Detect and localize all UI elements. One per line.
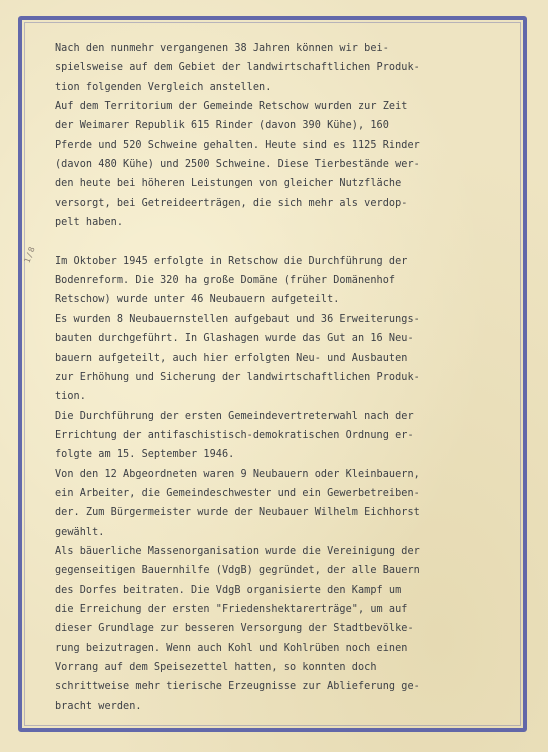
text-line: Im Oktober 1945 erfolgte in Retschow die Durchführung der — [55, 255, 408, 267]
text-line: Bodenreform. Die 320 ha große Domäne (früher Domänenhof — [55, 275, 396, 287]
text-line: Auf dem Territorium der Gemeinde Retschow wurden zur Zeit — [55, 101, 408, 113]
text-line: der Weimarer Republik 615 Rinder (davon 390 Kühe), 160 — [55, 120, 389, 132]
text-line: Errichtung der antifaschistisch-demokratischen Ordnung er- — [55, 429, 414, 441]
text-line: zur Erhöhung und Sicherung der landwirtschaftlichen Produk- — [55, 371, 420, 383]
text-line: Die Durchführung der ersten Gemeindevertreterwahl nach der — [55, 410, 414, 422]
text-line: gewählt. — [55, 526, 105, 538]
text-line: den heute bei höheren Leistungen von gleicher Nutzfläche — [55, 178, 402, 190]
text-line: folgte am 15. September 1946. — [55, 449, 235, 461]
text-line: die Erreichung der ersten "Friedenshektarerträge", um auf — [55, 603, 408, 615]
text-line: Pferde und 520 Schweine gehalten. Heute sind es 1125 Rinder — [55, 139, 420, 151]
text-line: Retschow) wurde unter 46 Neubauern aufgeteilt. — [55, 294, 340, 306]
text-line: bauten durchgeführt. In Glashagen wurde das Gut an 16 Neu- — [55, 333, 414, 345]
text-line: Es wurden 8 Neubauernstellen aufgebaut und 36 Erweiterungs- — [55, 313, 420, 325]
text-line: (davon 480 Kühe) und 2500 Schweine. Diese Tierbestände wer- — [55, 159, 420, 171]
text-line: bauern aufgeteilt, auch hier erfolgten Neu- und Ausbauten — [55, 352, 408, 364]
text-line: bracht werden. — [55, 700, 142, 712]
text-line: schrittweise mehr tierische Erzeugnisse zur Ablieferung ge- — [55, 681, 420, 693]
text-line: ein Arbeiter, die Gemeindeschwester und ein Gewerbetreiben- — [55, 487, 420, 499]
text-line: pelt haben. — [55, 217, 124, 229]
text-line: Vorrang auf dem Speisezettel hatten, so konnten doch — [55, 662, 377, 673]
margin-handwritten-mark: 1/8 — [22, 244, 37, 265]
text-line: spielsweise auf dem Gebiet der landwirtschaftlichen Produk- — [55, 62, 420, 74]
text-line: tion folgenden Vergleich anstellen. — [55, 81, 272, 93]
paragraph-gap — [55, 232, 521, 251]
text-line: Als bäuerliche Massenorganisation wurde die Vereinigung der — [55, 545, 420, 557]
text-line: Von den 12 Abgeordneten waren 9 Neubauern oder Kleinbauern, — [55, 468, 420, 480]
typewritten-text-body — [55, 39, 521, 716]
text-line: der. Zum Bürgermeister wurde der Neubauer Wilhelm Eichhorst — [55, 507, 420, 519]
text-line: versorgt, bei Getreideerträgen, die sich mehr als verdop- — [55, 197, 408, 209]
text-line: tion. — [55, 391, 86, 403]
text-line: Nach den nunmehr vergangenen 38 Jahren können wir bei- — [55, 43, 389, 54]
text-line: dieser Grundlage zur besseren Versorgung der Stadtbevölke- — [55, 623, 414, 635]
text-line: rung beizutragen. Wenn auch Kohl und Kohlrüben noch einen — [55, 642, 408, 654]
text-line: gegenseitigen Bauernhilfe (VdgB) gegründet, der alle Bauern — [55, 565, 420, 577]
text-line: des Dorfes beitraten. Die VdgB organisierte den Kampf um — [55, 584, 402, 596]
